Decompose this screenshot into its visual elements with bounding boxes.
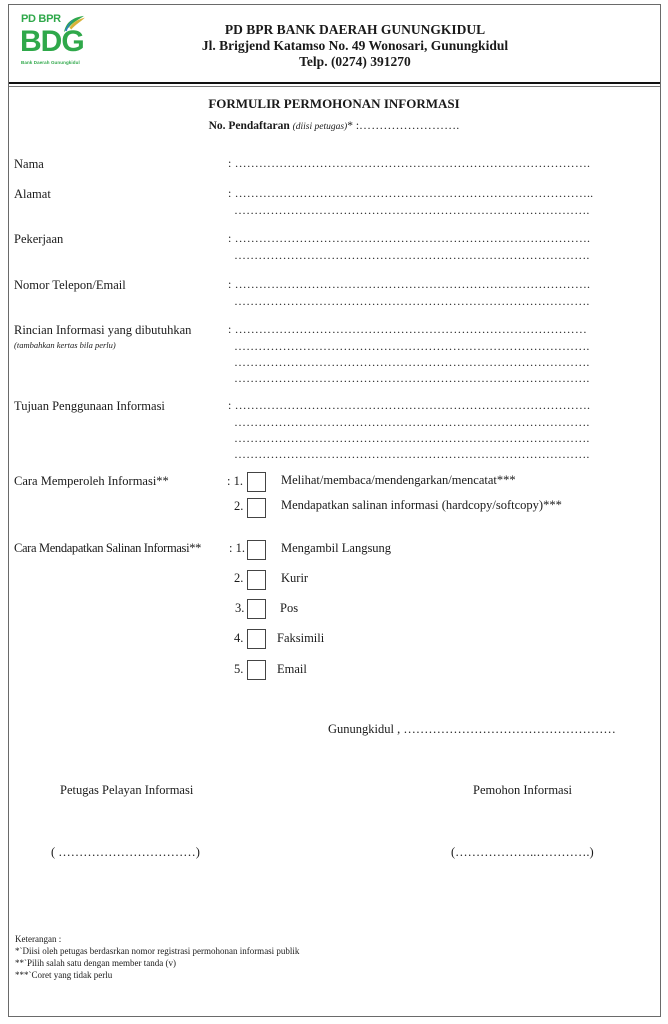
obtain-option-2-number: 2. bbox=[234, 499, 244, 513]
applicant-signature-label: Pemohon Informasi bbox=[473, 783, 572, 797]
notes-heading: Keterangan : bbox=[15, 934, 62, 944]
registration-suffix: * : bbox=[347, 120, 360, 132]
copy-option-2-checkbox[interactable] bbox=[247, 570, 266, 590]
field-label-nama: Nama bbox=[14, 157, 44, 171]
officer-name-field[interactable]: ( ……………………………) bbox=[51, 845, 200, 859]
logo-tagline: Bank Daerah Gunungkidul bbox=[21, 60, 80, 65]
obtain-option-2-checkbox[interactable] bbox=[247, 498, 266, 518]
field-label-alamat: Alamat bbox=[14, 187, 51, 201]
field-input-nama[interactable]: : ……………………………………………………………………………. bbox=[228, 156, 591, 170]
field-input-rincian-line-3[interactable]: ……………………………………………………………………………. bbox=[234, 355, 590, 369]
copy-option-5-checkbox[interactable] bbox=[247, 660, 266, 680]
field-input-tujuan-line-3[interactable]: ……………………………………………………………………………. bbox=[234, 431, 590, 445]
obtain-option-1-checkbox[interactable] bbox=[247, 472, 266, 492]
header-divider-thick bbox=[9, 82, 660, 84]
obtain-method-label: Cara Memperoleh Informasi** bbox=[14, 474, 169, 488]
copy-option-2-label: Kurir bbox=[281, 571, 309, 585]
obtain-option-2-label: Mendapatkan salinan informasi (hardcopy/softcopy)*** bbox=[281, 498, 562, 512]
field-label-telepon-email: Nomor Telepon/Email bbox=[14, 278, 126, 292]
bank-logo bbox=[20, 14, 86, 74]
field-input-telepon-email-line-1[interactable]: : ……………………………………………………………………………. bbox=[228, 277, 591, 291]
note-item-2: **`Pilih salah satu dengan member tanda (v) bbox=[15, 958, 176, 968]
obtain-option-1-number: : 1. bbox=[227, 474, 243, 488]
field-input-alamat-line-2[interactable]: ……………………………………………………………………………. bbox=[234, 203, 590, 217]
copy-option-1-number: : 1. bbox=[229, 541, 245, 555]
copy-option-4-number: 4. bbox=[234, 631, 244, 645]
field-input-pekerjaan-line-1[interactable]: : ……………………………………………………………………………. bbox=[228, 231, 591, 245]
registration-label: No. Pendaftaran bbox=[208, 120, 290, 132]
field-sublabel-rincian: (tambahkan kertas bila perlu) bbox=[14, 340, 116, 350]
registration-number-row bbox=[0, 118, 668, 134]
copy-method-label: Cara Mendapatkan Salinan Informasi** bbox=[14, 541, 201, 555]
field-input-alamat-line-1[interactable]: : …………………………………………………………………………….. bbox=[228, 186, 594, 200]
copy-option-2-number: 2. bbox=[234, 571, 244, 585]
header-divider-thin bbox=[9, 86, 660, 87]
field-input-telepon-email-line-2[interactable]: ……………………………………………………………………………. bbox=[234, 294, 590, 308]
field-input-tujuan-line-2[interactable]: ……………………………………………………………………………. bbox=[234, 415, 590, 429]
note-item-1: *`Diisi oleh petugas berdasrkan nomor registrasi permohonan informasi publik bbox=[15, 946, 300, 956]
field-input-pekerjaan-line-2[interactable]: ……………………………………………………………………………. bbox=[234, 248, 590, 262]
field-label-tujuan: Tujuan Penggunaan Informasi bbox=[14, 399, 165, 413]
form-title: FORMULIR PERMOHONAN INFORMASI bbox=[208, 96, 460, 111]
registration-field[interactable]: ……………………. bbox=[359, 118, 460, 132]
copy-option-5-label: Email bbox=[277, 662, 307, 676]
field-input-rincian-line-4[interactable]: ……………………………………………………………………………. bbox=[234, 371, 590, 385]
field-input-rincian-line-1[interactable]: : …………………………………………………………………………… bbox=[228, 322, 587, 336]
field-input-tujuan-line-4[interactable]: ……………………………………………………………………………. bbox=[234, 447, 590, 461]
place-date-field[interactable]: Gunungkidul , …………………………………………… bbox=[328, 722, 616, 736]
org-phone: Telp. (0274) 391270 bbox=[299, 54, 411, 69]
org-name: PD BPR BANK DAERAH GUNUNGKIDUL bbox=[224, 22, 486, 37]
org-address: Jl. Brigjend Katamso No. 49 Wonosari, Gunungkidul bbox=[201, 38, 509, 53]
field-label-pekerjaan: Pekerjaan bbox=[14, 232, 64, 246]
copy-option-1-checkbox[interactable] bbox=[247, 540, 266, 560]
copy-option-3-label: Pos bbox=[280, 601, 299, 615]
copy-option-4-checkbox[interactable] bbox=[247, 629, 266, 649]
registration-note: (diisi petugas) bbox=[292, 122, 348, 132]
copy-option-1-label: Mengambil Langsung bbox=[281, 541, 392, 555]
note-item-3: ***`Coret yang tidak perlu bbox=[15, 970, 113, 980]
logo-main-text: BDG bbox=[20, 25, 84, 58]
logo-top-text: PD BPR bbox=[21, 13, 61, 25]
applicant-name-field[interactable]: (………………..………….) bbox=[451, 845, 594, 859]
field-input-rincian-line-2[interactable]: ……………………………………………………………………………. bbox=[234, 339, 590, 353]
officer-signature-label: Petugas Pelayan Informasi bbox=[60, 783, 194, 797]
field-label-rincian: Rincian Informasi yang dibutuhkan bbox=[14, 323, 192, 337]
copy-option-4-label: Faksimili bbox=[277, 631, 325, 645]
copy-option-3-checkbox[interactable] bbox=[247, 599, 266, 619]
field-input-tujuan-line-1[interactable]: : ……………………………………………………………………………. bbox=[228, 398, 591, 412]
copy-option-5-number: 5. bbox=[234, 662, 244, 676]
copy-option-3-number: 3. bbox=[235, 601, 245, 615]
obtain-option-1-label: Melihat/membaca/mendengarkan/mencatat*** bbox=[281, 473, 516, 487]
